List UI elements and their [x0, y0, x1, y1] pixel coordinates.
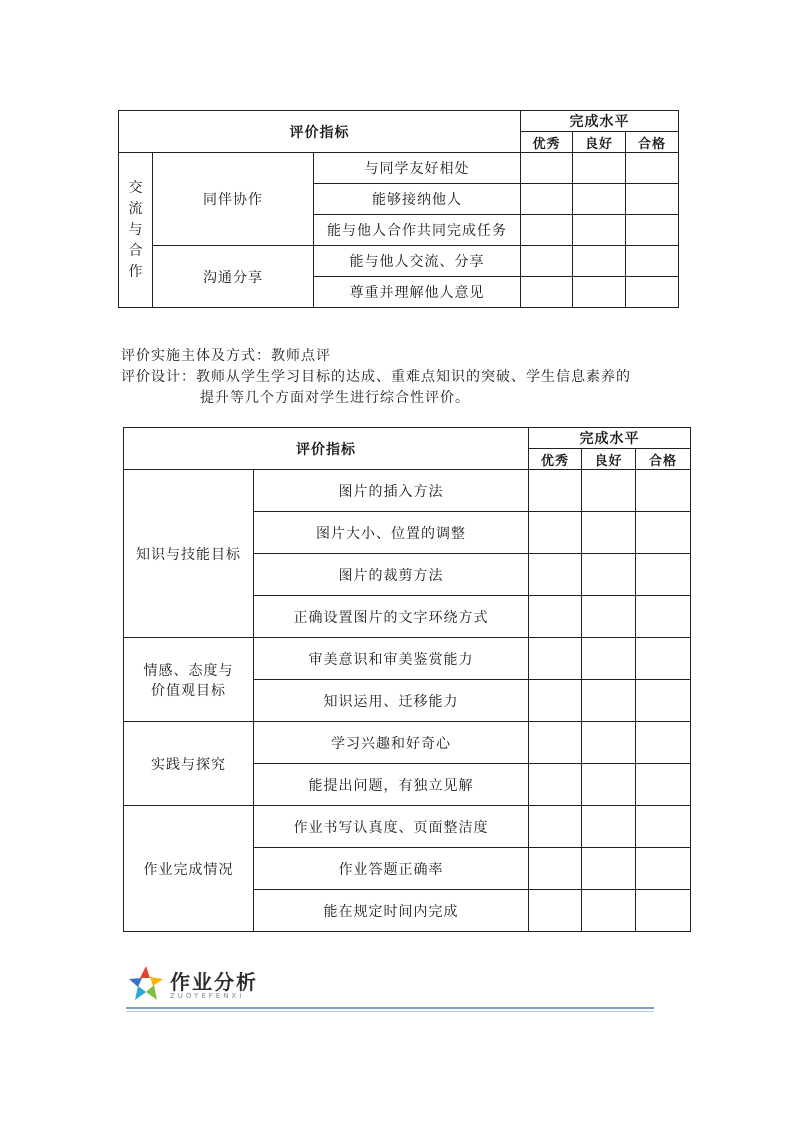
table2-item: 作业答题正确率	[254, 848, 529, 890]
footer-rule	[126, 1007, 654, 1009]
table2-item: 能在规定时间内完成	[254, 890, 529, 932]
rating-cell	[521, 215, 573, 246]
rating-cell	[626, 277, 679, 308]
evaluation-design-text-cont: 提升等几个方面对学生进行综合性评价。	[200, 390, 470, 406]
table1-category-char: 作	[128, 263, 143, 280]
rating-cell	[521, 277, 573, 308]
table2-header: 评价指标	[124, 428, 529, 470]
table2-item: 正确设置图片的文字环绕方式	[254, 596, 529, 638]
footer-logo	[126, 962, 656, 1016]
rating-cell	[626, 246, 679, 277]
rating-cell	[582, 596, 636, 638]
table2-group-name	[124, 638, 254, 722]
rating-cell	[636, 848, 691, 890]
rating-cell	[636, 638, 691, 680]
table2-level-excellent: 优秀	[529, 449, 582, 470]
rating-cell	[582, 554, 636, 596]
rating-cell	[529, 470, 582, 512]
rating-cell	[529, 638, 582, 680]
table2-item: 学习兴趣和好奇心	[254, 722, 529, 764]
rating-cell	[582, 638, 636, 680]
table2-group-name: 作业完成情况	[124, 806, 254, 932]
rating-cell	[636, 890, 691, 932]
rating-cell	[521, 153, 573, 184]
table2-item: 审美意识和审美鉴赏能力	[254, 638, 529, 680]
footer-rule-thin	[126, 1011, 654, 1012]
evaluation-table-1	[118, 110, 679, 308]
rating-cell	[529, 848, 582, 890]
rating-cell	[636, 596, 691, 638]
logo-subtext: ZUOYEFENXI	[170, 992, 245, 1000]
table1-item: 能与他人合作共同完成任务	[314, 215, 521, 246]
rating-cell	[529, 806, 582, 848]
table2-group-name: 知识与技能目标	[124, 470, 254, 638]
table2-level-good: 良好	[582, 449, 636, 470]
rating-cell	[521, 184, 573, 215]
rating-cell	[636, 764, 691, 806]
rating-cell	[529, 890, 582, 932]
table2-level-title: 完成水平	[529, 428, 691, 449]
evaluation-method-text: 评价实施主体及方式：教师点评	[121, 348, 331, 364]
table1-header: 评价指标	[119, 111, 521, 153]
rating-cell	[582, 848, 636, 890]
rating-cell	[636, 512, 691, 554]
rating-cell	[529, 680, 582, 722]
rating-cell	[626, 153, 679, 184]
rating-cell	[636, 680, 691, 722]
table1-item: 尊重并理解他人意见	[314, 277, 521, 308]
table2-item: 图片大小、位置的调整	[254, 512, 529, 554]
rating-cell	[636, 554, 691, 596]
star-logo-icon	[126, 964, 166, 1004]
table1-category	[119, 153, 153, 308]
rating-cell	[573, 215, 626, 246]
table1-item: 与同学友好相处	[314, 153, 521, 184]
rating-cell	[582, 512, 636, 554]
rating-cell	[529, 722, 582, 764]
table1-item: 能够接纳他人	[314, 184, 521, 215]
table1-level-pass: 合格	[626, 132, 679, 153]
table2-item: 知识运用、迁移能力	[254, 680, 529, 722]
table2-item: 能提出问题，有独立见解	[254, 764, 529, 806]
rating-cell	[521, 246, 573, 277]
table1-level-good: 良好	[573, 132, 626, 153]
logo-text: 作业分析	[170, 970, 258, 994]
rating-cell	[582, 890, 636, 932]
table1-level-title: 完成水平	[521, 111, 679, 132]
rating-cell	[582, 806, 636, 848]
rating-cell	[573, 277, 626, 308]
rating-cell	[529, 554, 582, 596]
table2-level-pass: 合格	[636, 449, 691, 470]
rating-cell	[529, 512, 582, 554]
rating-cell	[626, 215, 679, 246]
table1-level-excellent: 优秀	[521, 132, 573, 153]
table1-group-name: 沟通分享	[153, 246, 314, 308]
evaluation-table-2	[123, 427, 691, 932]
table1-group-name: 同伴协作	[153, 153, 314, 246]
evaluation-design-text: 评价设计：教师从学生学习目标的达成、重难点知识的突破、学生信息素养的	[121, 369, 631, 385]
rating-cell	[636, 806, 691, 848]
rating-cell	[582, 722, 636, 764]
table1-category-char: 交	[128, 179, 143, 196]
rating-cell	[529, 596, 582, 638]
rating-cell	[626, 184, 679, 215]
table2-item: 图片的裁剪方法	[254, 554, 529, 596]
rating-cell	[582, 764, 636, 806]
table1-item: 能与他人交流、分享	[314, 246, 521, 277]
rating-cell	[582, 470, 636, 512]
rating-cell	[573, 246, 626, 277]
table2-item: 图片的插入方法	[254, 470, 529, 512]
rating-cell	[573, 153, 626, 184]
rating-cell	[636, 470, 691, 512]
table1-category-char: 与	[128, 221, 143, 238]
rating-cell	[582, 680, 636, 722]
table1-category-char: 合	[128, 242, 143, 259]
table1-category-char: 流	[128, 200, 143, 217]
table2-group-name-line: 价值观目标	[151, 682, 226, 699]
rating-cell	[529, 764, 582, 806]
table2-item: 作业书写认真度、页面整洁度	[254, 806, 529, 848]
rating-cell	[636, 722, 691, 764]
rating-cell	[573, 184, 626, 215]
table2-group-name-line: 情感、态度与	[143, 662, 234, 679]
table2-group-name: 实践与探究	[124, 722, 254, 806]
